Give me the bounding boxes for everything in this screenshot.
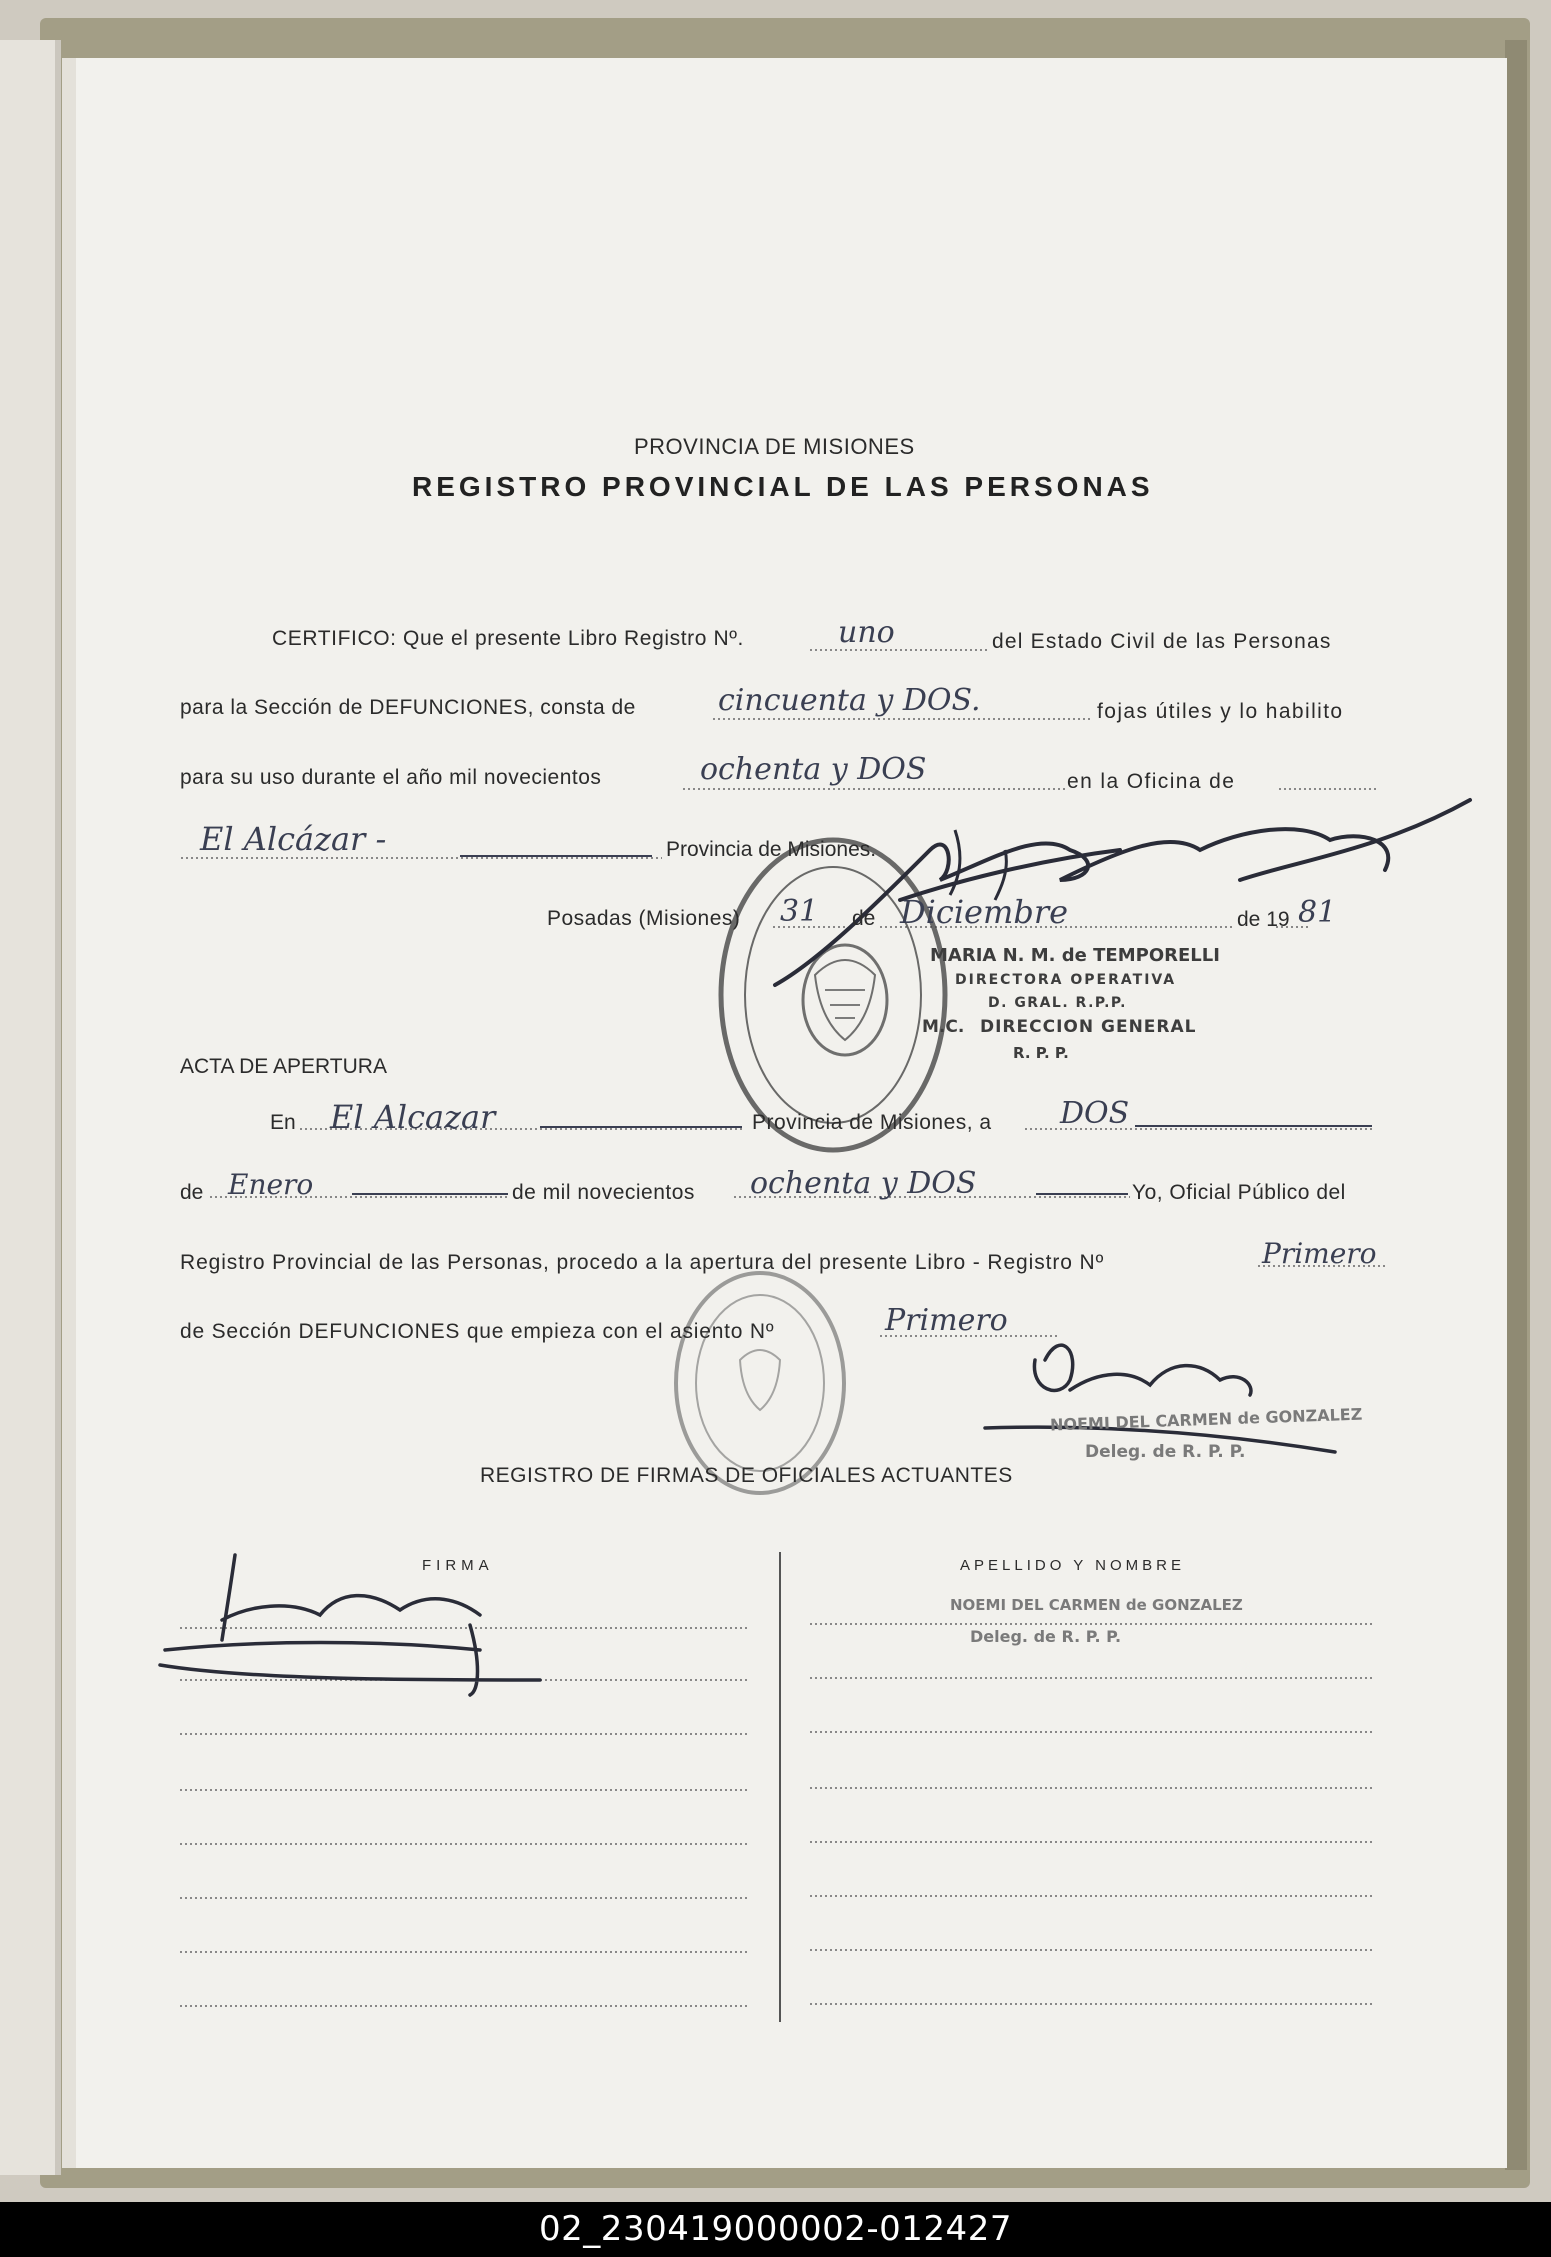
left-page bbox=[0, 40, 60, 2175]
cert-date-de: de bbox=[852, 907, 876, 930]
cert-book-number: uno bbox=[838, 615, 895, 650]
cert-line3-prefix: para su uso durante el año mil novecientos bbox=[180, 766, 602, 789]
cert-year: ochenta y DOS bbox=[700, 752, 927, 787]
director-stamp-office: D. GRAL. R.P.P. bbox=[988, 995, 1127, 1011]
apertura-year: ochenta y DOS bbox=[750, 1166, 977, 1201]
province-title: PROVINCIA DE MISIONES bbox=[634, 434, 915, 459]
director-stamp-dept: DIRECCION GENERAL bbox=[980, 1017, 1197, 1037]
firmas-col-firma: FIRMA bbox=[422, 1557, 494, 1574]
firmas-heading: REGISTRO DE FIRMAS DE OFICIALES ACTUANTES bbox=[480, 1464, 1013, 1487]
file-id-caption: 02_230419000002-012427 bbox=[0, 2202, 1551, 2257]
apertura-l1-mid: Provincia de Misiones, a bbox=[752, 1111, 992, 1134]
delegate-stamp-title: Deleg. de R. P. P. bbox=[1085, 1442, 1246, 1462]
director-stamp-abbr: R. P. P. bbox=[1013, 1044, 1069, 1062]
director-stamp-title: DIRECTORA OPERATIVA bbox=[955, 972, 1177, 988]
apertura-day: DOS bbox=[1060, 1096, 1130, 1131]
delegate-stamp-name: NOEMI DEL CARMEN de GONZALEZ bbox=[1049, 1404, 1363, 1435]
apertura-l2-mid: de mil novecientos bbox=[512, 1181, 695, 1204]
firmas-col-nombre: APELLIDO Y NOMBRE bbox=[960, 1557, 1186, 1574]
cert-folios: cincuenta y DOS. bbox=[718, 683, 981, 718]
cert-year-digit: 81 bbox=[1298, 895, 1337, 930]
cert-line2-prefix: para la Sección de DEFUNCIONES, consta de bbox=[180, 696, 636, 719]
director-stamp-name: MARIA N. M. de TEMPORELLI bbox=[930, 945, 1220, 966]
firmas-row1-title: Deleg. de R. P. P. bbox=[970, 1627, 1122, 1646]
cert-line1-suffix: del Estado Civil de las Personas bbox=[992, 630, 1332, 653]
apertura-book: Primero bbox=[1262, 1237, 1377, 1270]
cert-line4-suffix: Provincia de Misiones. bbox=[666, 838, 877, 861]
cert-line1-prefix: CERTIFICO: Que el presente Libro Registro Nº. bbox=[272, 627, 744, 650]
apertura-month: Enero bbox=[228, 1168, 314, 1201]
cert-date-place: Posadas (Misiones) bbox=[547, 907, 741, 930]
apertura-l1-en: En bbox=[270, 1111, 296, 1134]
apertura-l2-suffix: Yo, Oficial Público del bbox=[1132, 1181, 1346, 1204]
cert-day: 31 bbox=[780, 894, 819, 929]
director-stamp-prefix: M.C. bbox=[922, 1017, 965, 1037]
apertura-l3: Registro Provincial de las Personas, procedo a la apertura del presente Libro - Registro Nº bbox=[180, 1251, 1105, 1274]
cert-line3-suffix: en la Oficina de bbox=[1067, 770, 1236, 793]
firmas-row1-name: NOEMI DEL CARMEN de GONZALEZ bbox=[950, 1596, 1243, 1614]
apertura-l2-de: de bbox=[180, 1181, 204, 1204]
registry-title: REGISTRO PROVINCIAL DE LAS PERSONAS bbox=[412, 471, 1154, 502]
apertura-place: El Alcazar bbox=[330, 1098, 496, 1136]
cert-line2-suffix: fojas útiles y lo habilito bbox=[1097, 700, 1344, 723]
cert-month: Diciembre bbox=[900, 893, 1069, 931]
cert-date-year: de 19 bbox=[1237, 908, 1290, 931]
apertura-l4: de Sección DEFUNCIONES que empieza con el asiento Nº bbox=[180, 1320, 775, 1343]
cert-office: El Alcázar - bbox=[200, 820, 387, 858]
apertura-entry: Primero bbox=[885, 1303, 1008, 1338]
apertura-heading: ACTA DE APERTURA bbox=[180, 1055, 387, 1078]
